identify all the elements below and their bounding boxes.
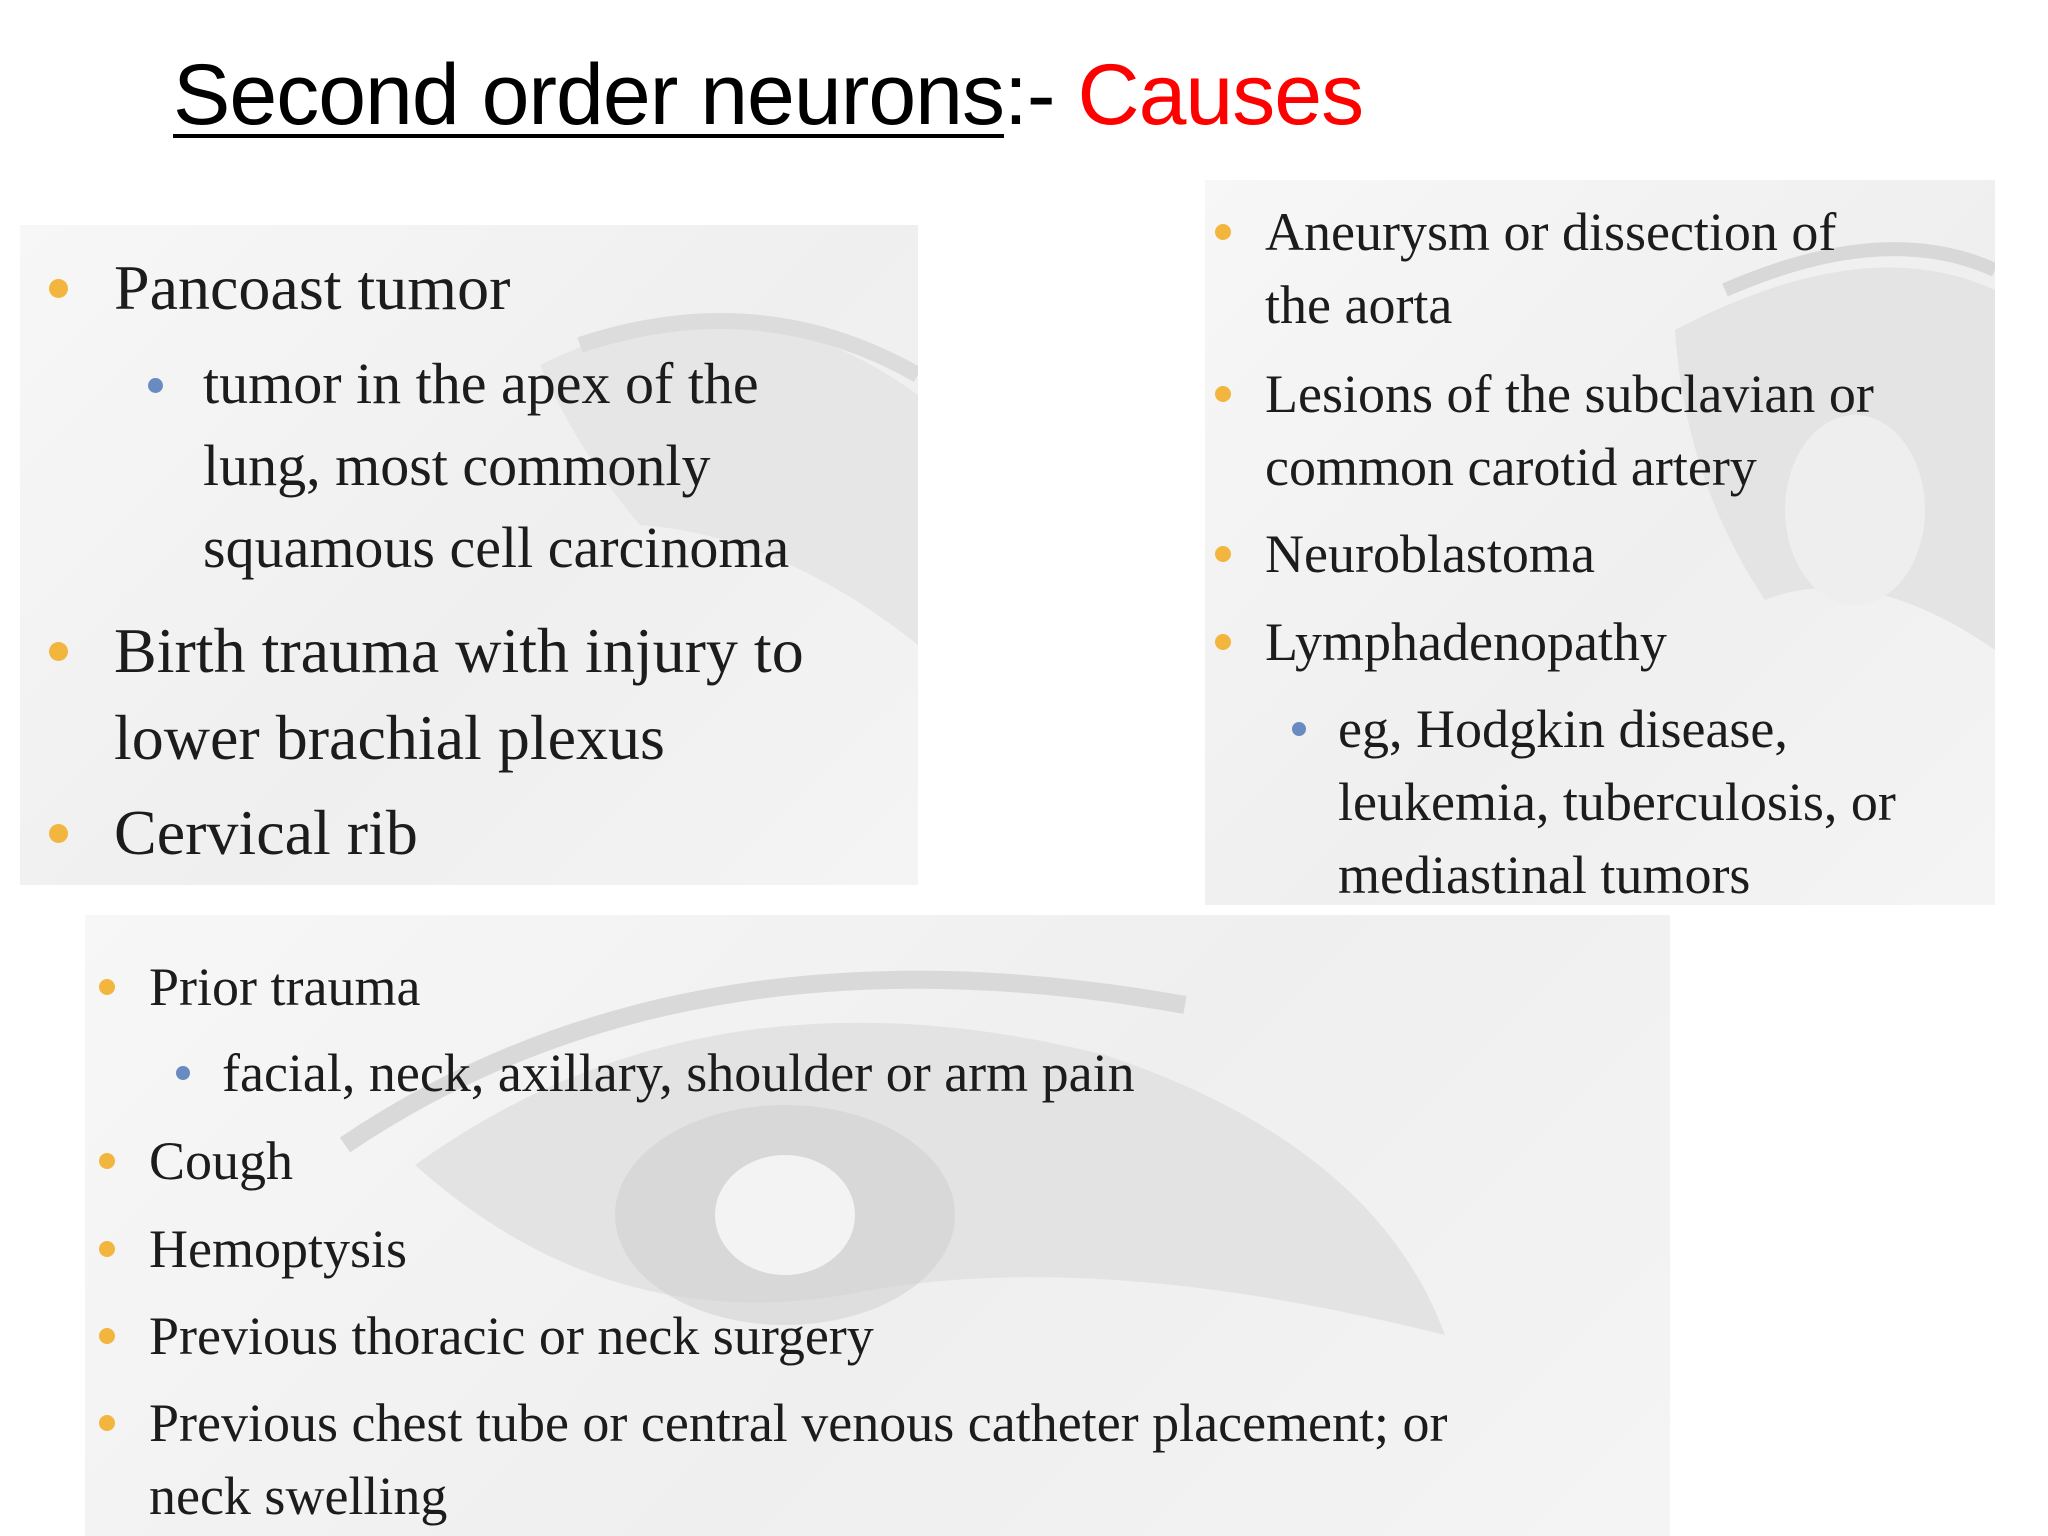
item-text: Pancoast tumor <box>114 252 511 323</box>
list-item <box>114 245 510 330</box>
item-text: Prior trauma <box>149 957 421 1017</box>
slide-title <box>173 40 1363 150</box>
bullet-icon <box>1215 546 1231 562</box>
list-item <box>222 1037 1135 1110</box>
title-main: Second order neurons <box>173 47 1005 143</box>
causes-panel-bottom <box>85 915 1670 1536</box>
list-item <box>1265 269 1452 342</box>
bullet-icon <box>1215 386 1231 402</box>
list-item <box>203 343 759 425</box>
causes-panel-left <box>20 225 918 885</box>
item-text: mediastinal tumors <box>1338 845 1751 905</box>
list-item <box>114 695 665 780</box>
item-text: neck swelling <box>149 1466 448 1526</box>
bullet-icon <box>99 1153 115 1169</box>
list-item <box>149 1125 293 1198</box>
bullet-icon <box>1215 224 1231 240</box>
item-text: Cough <box>149 1131 294 1191</box>
bullet-icon <box>49 824 68 843</box>
bullet-icon <box>176 1066 190 1080</box>
item-text: eg, Hodgkin disease, <box>1338 699 1788 759</box>
list-item <box>1265 358 1874 431</box>
list-item <box>149 951 420 1024</box>
item-text: the aorta <box>1265 275 1453 335</box>
title-accent: Causes <box>1077 47 1364 143</box>
bullet-icon <box>49 279 68 298</box>
item-text: Neuroblastoma <box>1265 524 1595 584</box>
bullet-icon <box>1215 634 1231 650</box>
list-item <box>149 1213 407 1286</box>
list-item <box>1338 766 1896 839</box>
list-item <box>114 790 418 875</box>
title-separator: :- <box>1004 47 1055 143</box>
item-text: lung, most commonly <box>203 433 711 498</box>
item-text: Lesions of the subclavian or <box>1265 364 1874 424</box>
list-item <box>1265 518 1595 591</box>
item-text: Hemoptysis <box>149 1219 408 1279</box>
item-text: Cervical rib <box>114 797 418 868</box>
causes-panel-right <box>1205 180 1995 905</box>
list-item <box>149 1460 447 1533</box>
bullet-icon <box>1292 722 1306 736</box>
list-item <box>149 1387 1448 1460</box>
item-text: leukemia, tuberculosis, or <box>1338 772 1896 832</box>
list-item <box>1265 606 1667 679</box>
bullet-icon <box>99 979 115 995</box>
list-item <box>114 608 804 693</box>
bullet-icon <box>148 378 163 393</box>
list-item <box>1338 693 1788 766</box>
item-text: lower brachial plexus <box>114 702 665 773</box>
item-text: squamous cell carcinoma <box>203 515 790 580</box>
list-item <box>1265 431 1757 504</box>
item-text: Previous chest tube or central venous catheter placement; or <box>149 1393 1448 1453</box>
list-item <box>149 1300 874 1373</box>
item-text: tumor in the apex of the <box>203 351 759 416</box>
item-text: Lymphadenopathy <box>1265 612 1667 672</box>
bullet-icon <box>49 642 68 661</box>
item-text: Birth trauma with injury to <box>114 615 804 686</box>
bullet-icon <box>99 1415 115 1431</box>
list-item <box>203 507 789 589</box>
item-text: Previous thoracic or neck surgery <box>149 1306 874 1366</box>
item-text: Aneurysm or dissection of <box>1265 202 1837 262</box>
list-item <box>203 425 711 507</box>
bullet-icon <box>99 1328 115 1344</box>
bullet-icon <box>99 1241 115 1257</box>
item-text: facial, neck, axillary, shoulder or arm pain <box>222 1043 1135 1103</box>
list-item <box>1265 196 1836 269</box>
list-item <box>1338 839 1750 905</box>
item-text: common carotid artery <box>1265 437 1757 497</box>
